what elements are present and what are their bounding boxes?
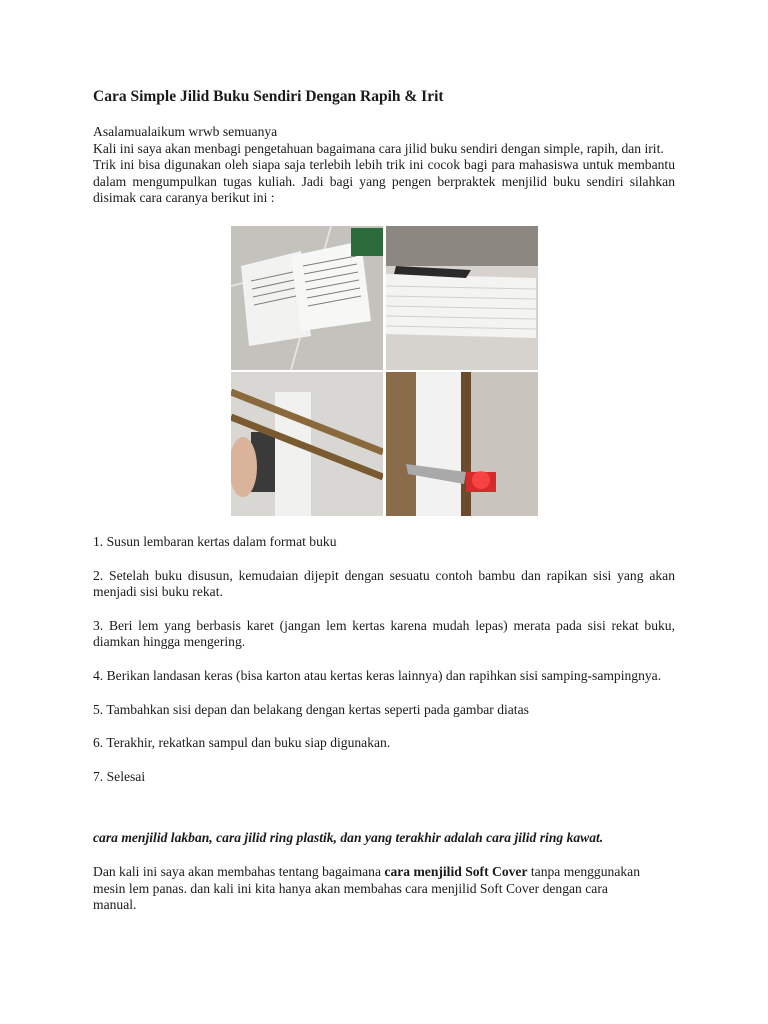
closing-text-1: Dan kali ini saya akan membahas tentang bagaimana <box>93 864 385 879</box>
document-title: Cara Simple Jilid Buku Sendiri Dengan Rapih & Irit <box>93 88 444 105</box>
step-4: 4. Berikan landasan keras (bisa karton atau kertas keras lainnya) dan rapihkan sisi samping-sampingnya. <box>93 667 662 683</box>
step-6: 6. Terakhir, rekatkan sampul dan buku siap digunakan. <box>93 735 391 751</box>
closing-paragraph <box>93 864 653 914</box>
steps-list <box>93 534 675 802</box>
photo-paper-stack-side <box>386 226 538 370</box>
closing-text-2: tanpa menggunakan mesin lem panas. dan kali ini kita hanya akan membahas cara menjilid Soft Cover dengan cara manual. <box>93 864 640 913</box>
photo-stacked-papers <box>231 226 383 370</box>
photo-collage <box>231 226 539 516</box>
intro-paragraph-2: Trik ini bisa digunakan oleh siapa saja terlebih lebih trik ini cocok bagi para mahasiswa untuk membantu dalam mengumpulkan tugas kuliah. Jadi bagi yang pengen berpraktek menjilid buku sendiri silahkan disimak cara caranya berikut ini : <box>93 157 675 206</box>
binding-types-line: cara menjilid lakban, cara jilid ring plastik, dan yang terakhir adalah cara jilid ring kawat. <box>93 830 604 845</box>
step-1: 1. Susun lembaran kertas dalam format buku <box>93 534 337 549</box>
intro-paragraph-1: Kali ini saya akan menbagi pengetahuan bagaimana cara jilid buku sendiri dengan simple, rapih, dan irit. <box>93 140 664 156</box>
step-7: 7. Selesai <box>93 768 146 784</box>
intro-greeting: Asalamualaikum wrwb semuanya <box>93 124 278 139</box>
step-2: 2. Setelah buku disusun, kemudaian dijepit dengan sesuatu contoh bambu dan rapikan sisi yang akan menjadi sisi buku rekat. <box>93 567 675 600</box>
step-5: 5. Tambahkan sisi depan dan belakang dengan kertas seperti pada gambar diatas <box>93 701 529 717</box>
closing-bold-term: cara menjilid Soft Cover <box>384 864 528 879</box>
step-3: 3. Beri lem yang berbasis karet (jangan lem kertas karena mudah lepas) merata pada sisi rekat buku, diamkan hingga mengering. <box>93 617 675 650</box>
photo-bamboo-clamp <box>231 372 383 516</box>
intro-section <box>93 124 675 207</box>
photo-glued-spine <box>386 372 538 516</box>
